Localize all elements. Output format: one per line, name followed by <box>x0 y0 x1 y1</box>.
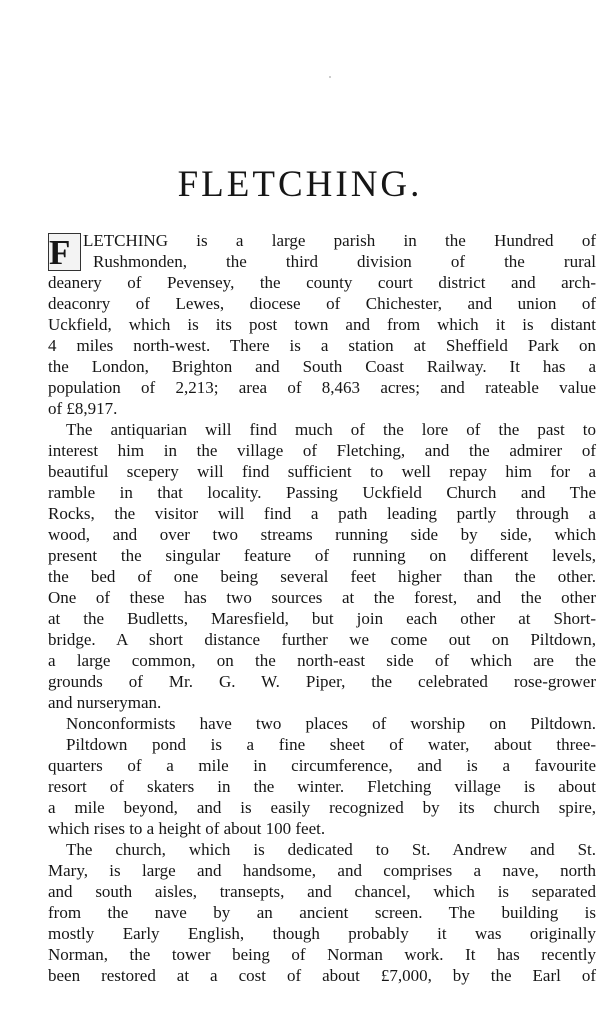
text-line: Rushmonden, the third division of the rural <box>93 252 596 271</box>
text-line: at the Budletts, Maresfield, but join each other at Short- <box>48 609 596 628</box>
text-line: deaconry of Lewes, diocese of Chichester, and union of <box>48 294 596 313</box>
text-line: and nurseryman. <box>48 693 162 712</box>
text-line: and south aisles, transepts, and chancel, which is separated <box>48 882 596 901</box>
text-line: Nonconformists have two places of worship on Piltdown. <box>66 714 596 733</box>
text-line: population of 2,213; area of 8,463 acres; and rateable value <box>48 378 596 397</box>
text-line: present the singular feature of running on different levels, <box>48 546 596 565</box>
drop-cap: F <box>48 233 81 271</box>
text-line: ramble in that locality. Passing Uckfield Church and The <box>48 483 596 502</box>
text-line: The antiquarian will find much of the lore of the past to <box>66 420 596 439</box>
text-line-content: LETCHING is a large parish in the Hundred of <box>83 231 596 250</box>
text-line: interest him in the village of Fletching, and the admirer of <box>48 441 596 460</box>
text-line: wood, and over two streams running side by side, which <box>48 525 596 544</box>
text-line: deanery of Pevensey, the county court district and arch- <box>48 273 596 292</box>
text-line: grounds of Mr. G. W. Piper, the celebrated rose-grower <box>48 672 596 691</box>
text-line: the London, Brighton and South Coast Railway. It has a <box>48 357 596 376</box>
text-line: bridge. A short distance further we come out on Piltdown, <box>48 630 596 649</box>
text-line: Rocks, the visitor will find a path leading partly through a <box>48 504 596 523</box>
text-line: resort of skaters in the winter. Fletching village is about <box>48 777 596 796</box>
text-line: the bed of one being several feet higher than the other. <box>48 567 596 586</box>
article-body <box>48 230 596 986</box>
text-line: One of these has two sources at the forest, and the other <box>48 588 596 607</box>
text-line: a large common, on the north-east side of which are the <box>48 651 596 670</box>
text-line: Piltdown pond is a fine sheet of water, about three- <box>66 735 596 754</box>
text-line: Mary, is large and handsome, and comprises a nave, north <box>48 861 596 880</box>
text-line: Norman, the tower being of Norman work. It has recently <box>48 945 596 964</box>
text-line: 4 miles north-west. There is a station at Sheffield Park on <box>48 336 596 355</box>
text-line: which rises to a height of about 100 feet. <box>48 819 326 838</box>
text-line: been restored at a cost of about £7,000, by the Earl of <box>48 966 596 985</box>
text-line: beautiful scepery will find sufficient to well repay him for a <box>48 462 596 481</box>
text-line: from the nave by an ancient screen. The building is <box>48 903 596 922</box>
text-line: Uckfield, which is its post town and from which it is distant <box>48 315 596 334</box>
text-line: a mile beyond, and is easily recognized by its church spire, <box>48 798 596 817</box>
text-line: mostly Early English, though probably it was originally <box>48 924 596 943</box>
text-line: of £8,917. <box>48 399 118 418</box>
printing-speck <box>329 76 331 78</box>
text-line: quarters of a mile in circumference, and is a favourite <box>48 756 596 775</box>
chapter-title: FLETCHING. <box>177 164 423 205</box>
text-line: The church, which is dedicated to St. Andrew and St. <box>66 840 596 859</box>
